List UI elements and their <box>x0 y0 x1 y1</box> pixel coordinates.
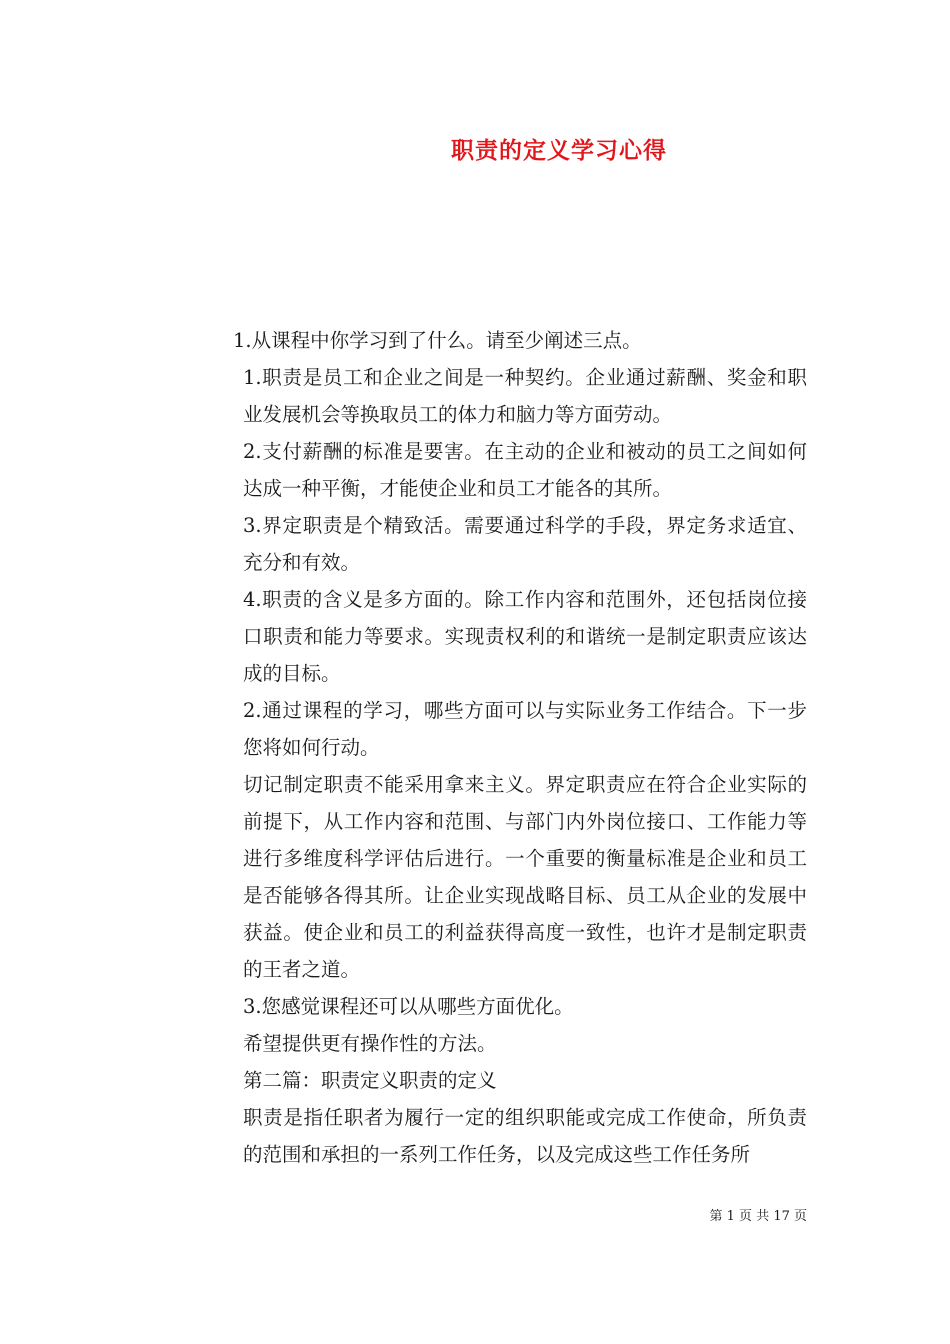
answer-2: 切记制定职责不能采用拿来主义。界定职责应在符合企业实际的前提下，从工作内容和范围、与部门内外岗位接口、工作能力等进行多维度科学评估后进行。一个重要的衡量标准是企业和员工是否能够各得其所。让企业实现战略目标、员工从企业的发展中获益。使企业和员工的利益获得高度一致性，也许才是制定职责的王者之道。 <box>243 773 807 981</box>
document-body <box>145 322 807 1173</box>
answer-point-3: 3.界定职责是个精致活。需要通过科学的手段，界定务求适宜、充分和有效。 <box>243 514 807 574</box>
document-title: 职责的定义学习心得 <box>451 137 667 164</box>
page-number: 第 1 页 共 17 页 <box>709 1209 807 1224</box>
definition-paragraph: 职责是指任职者为履行一定的组织职能或完成工作使命，所负责的范围和承担的一系列工作任务，以及完成这些工作任务所 <box>243 1106 807 1166</box>
section-heading: 第二篇：职责定义职责的定义 <box>243 1069 497 1092</box>
question-3: 3.您感觉课程还可以从哪些方面优化。 <box>243 995 574 1018</box>
answer-3: 希望提供更有操作性的方法。 <box>243 1032 497 1055</box>
answer-point-4: 4.职责的含义是多方面的。除工作内容和范围外，还包括岗位接口职责和能力等要求。实现责权利的和谐统一是制定职责应该达成的目标。 <box>243 588 807 685</box>
answer-point-1: 1.职责是员工和企业之间是一种契约。企业通过薪酬、奖金和职业发展机会等换取员工的体力和脑力等方面劳动。 <box>243 366 807 426</box>
answer-point-2: 2.支付薪酬的标准是要害。在主动的企业和被动的员工之间如何达成一种平衡，才能使企业和员工才能各的其所。 <box>243 440 807 500</box>
question-1: 1.从课程中你学习到了什么。请至少阐述三点。 <box>233 329 642 352</box>
question-2: 2.通过课程的学习，哪些方面可以与实际业务工作结合。下一步您将如何行动。 <box>243 699 807 759</box>
